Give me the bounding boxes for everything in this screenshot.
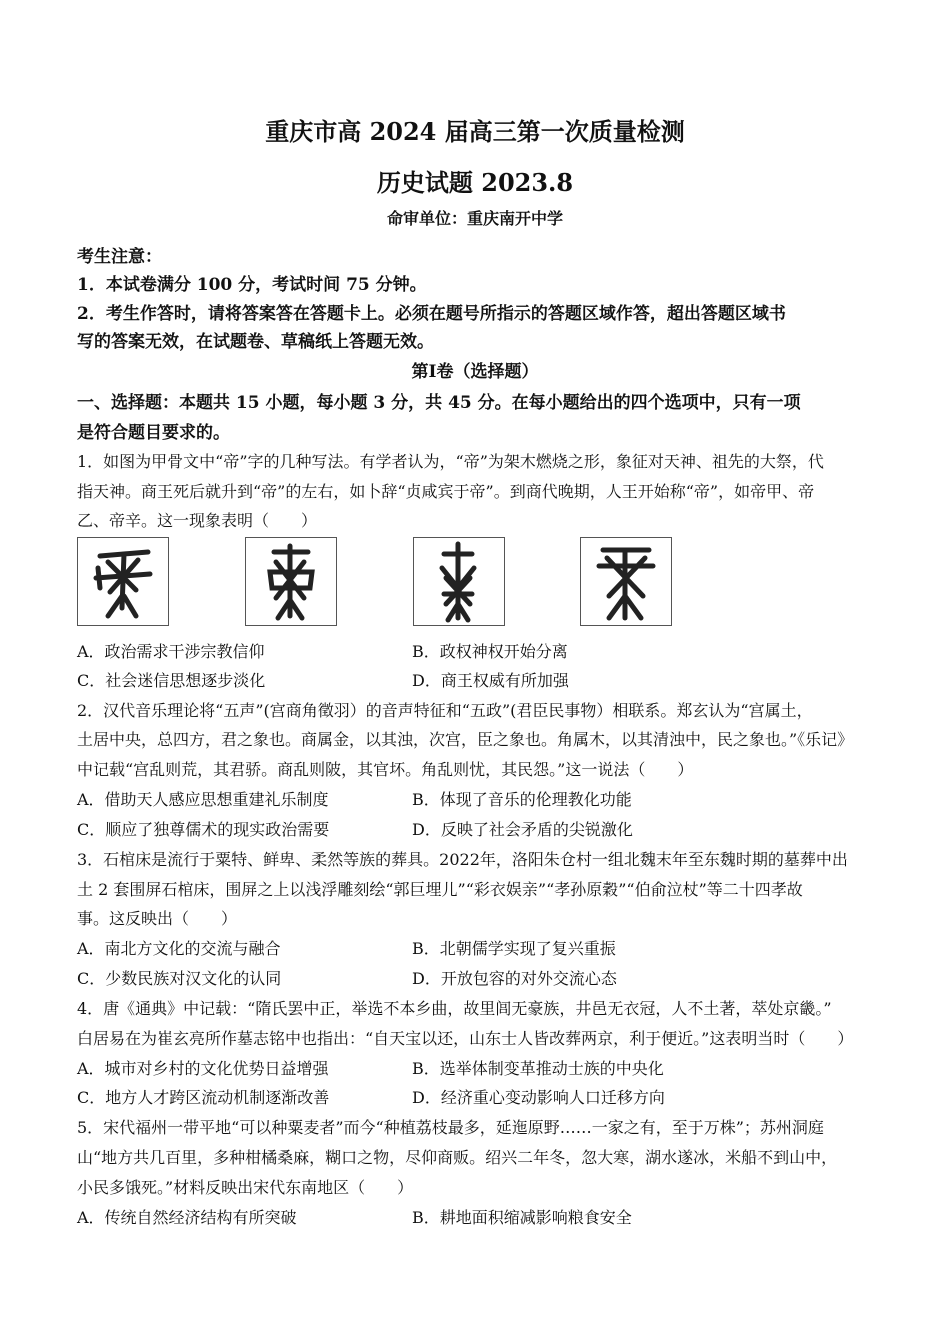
question-2-option-d: D．反映了社会矛盾的尖锐激化 <box>412 820 633 839</box>
question-4-option-c: C．地方人才跨区流动机制逐渐改善 <box>77 1088 330 1107</box>
question-2-option-c: C．顺应了独尊儒术的现实政治需要 <box>77 820 330 839</box>
setter-unit: 命审单位：重庆南开中学 <box>386 209 563 228</box>
question-1-line-1: 1．如图为甲骨文中“帝”字的几种写法。有学者认为，“帝”为架木燃烧之形，象征对天神、祖先的大祭，代 <box>77 452 824 471</box>
notice-item-2-line-2: 写的答案无效，在试题卷、草稿纸上答题无效。 <box>77 332 434 352</box>
question-5-option-a: A．传统自然经济结构有所突破 <box>77 1208 297 1227</box>
question-1-line-3: 乙、帝辛。这一现象表明（ ） <box>77 511 318 530</box>
question-3-line-2: 土 2 套围屏石棺床，围屏之上以浅浮雕刻绘“郭巨埋儿”“彩衣娱亲”“孝孙原穀”“伯俞泣杖”等二十四孝故 <box>77 880 803 899</box>
notice-item-2-line-1: 2．考生作答时，请将答案答在答题卡上。必须在题号所指示的答题区域作答，超出答题区域书 <box>77 304 786 324</box>
question-2-option-a: A．借助天人感应思想重建礼乐制度 <box>77 790 329 809</box>
question-5-option-b: B．耕地面积缩减影响粮食安全 <box>412 1208 632 1227</box>
question-4-line-1: 4．唐《通典》中记载：“隋氏罢中正，举选不本乡曲，故里闾无豪族，井邑无衣冠，人不土著，萃处京畿。” <box>77 999 832 1018</box>
question-3-option-c: C．少数民族对汉文化的认同 <box>77 969 282 988</box>
oracle-glyph-di-2 <box>245 537 337 626</box>
question-2-line-1: 2．汉代音乐理论将“五声”(宫商角徵羽）的音声特征和“五政”(君臣民事物）相联系。郑玄认为“宫属土， <box>77 701 813 720</box>
question-2-line-3: 中记载“宫乱则荒，其君骄。商乱则陂，其官坏。角乱则忧，其民怨。”这一说法（ ） <box>77 760 694 779</box>
question-3-option-b: B．北朝儒学实现了复兴重振 <box>412 939 616 958</box>
question-4-option-d: D．经济重心变动影响人口迁移方向 <box>412 1088 665 1107</box>
oracle-glyph-di-1 <box>77 537 169 626</box>
question-1-option-b: B．政权神权开始分离 <box>412 642 568 661</box>
question-3-line-3: 事。这反映出（ ） <box>77 909 238 928</box>
section-intro-line-1: 一、选择题：本题共 15 小题，每小题 3 分，共 45 分。在每小题给出的四个选项中，只有一项 <box>77 393 801 413</box>
section-title: 第Ⅰ卷（选择题） <box>411 362 539 382</box>
oracle-glyph-di-3 <box>413 537 505 626</box>
question-5-line-3: 小民多饿死。”材料反映出宋代东南地区（ ） <box>77 1178 414 1197</box>
section-intro-line-2: 是符合题目要求的。 <box>77 423 230 443</box>
question-3-option-a: A．南北方文化的交流与融合 <box>77 939 281 958</box>
question-5-line-2: 山“地方共几百里，多种柑橘桑麻，糊口之物，尽仰商贩。绍兴二年冬，忽大寒，湖水遂冰，米船不到山中， <box>77 1148 838 1167</box>
notice-item-1: 1．本试卷满分 100 分，考试时间 75 分钟。 <box>77 275 427 295</box>
question-1-option-d: D．商王权威有所加强 <box>412 671 569 690</box>
question-5-line-1: 5．宋代福州一带平地“可以种粟麦者”而今“种植荔枝最多，延迤原野……一家之有，至于万株”；苏州洞庭 <box>77 1118 824 1137</box>
oracle-glyph-di-4 <box>580 537 672 626</box>
question-4-option-a: A．城市对乡村的文化优势日益增强 <box>77 1059 329 1078</box>
question-1-option-c: C．社会迷信思想逐步淡化 <box>77 671 266 690</box>
exam-subtitle: 历史试题 2023.8 <box>376 168 574 197</box>
exam-title: 重庆市高 2024 届高三第一次质量检测 <box>265 117 685 146</box>
question-1-line-2: 指天神。商王死后就升到“帝”的左右，如卜辞“贞咸宾于帝”。到商代晚期，人王开始称“帝”，如帝甲、帝 <box>77 482 815 501</box>
notice-heading: 考生注意： <box>77 247 162 267</box>
question-2-option-b: B．体现了音乐的伦理教化功能 <box>412 790 632 809</box>
question-4-option-b: B．选举体制变革推动士族的中央化 <box>412 1059 664 1078</box>
question-4-line-2: 白居易在为崔玄亮所作墓志铭中也指出：“自天宝以还，山东士人皆改葬两京，利于便近。”这表明当时（ ） <box>77 1029 854 1048</box>
question-3-option-d: D．开放包容的对外交流心态 <box>412 969 617 988</box>
question-3-line-1: 3．石棺床是流行于粟特、鲜卑、柔然等族的葬具。2022年，洛阳朱仓村一组北魏末年至东魏时期的墓葬中出 <box>77 850 848 869</box>
question-1-option-a: A．政治需求干涉宗教信仰 <box>77 642 265 661</box>
question-2-line-2: 土居中央，总四方，君之象也。商属金，以其浊，次宫，臣之象也。角属木，以其清浊中，民之象也。”《乐记》 <box>77 730 854 749</box>
